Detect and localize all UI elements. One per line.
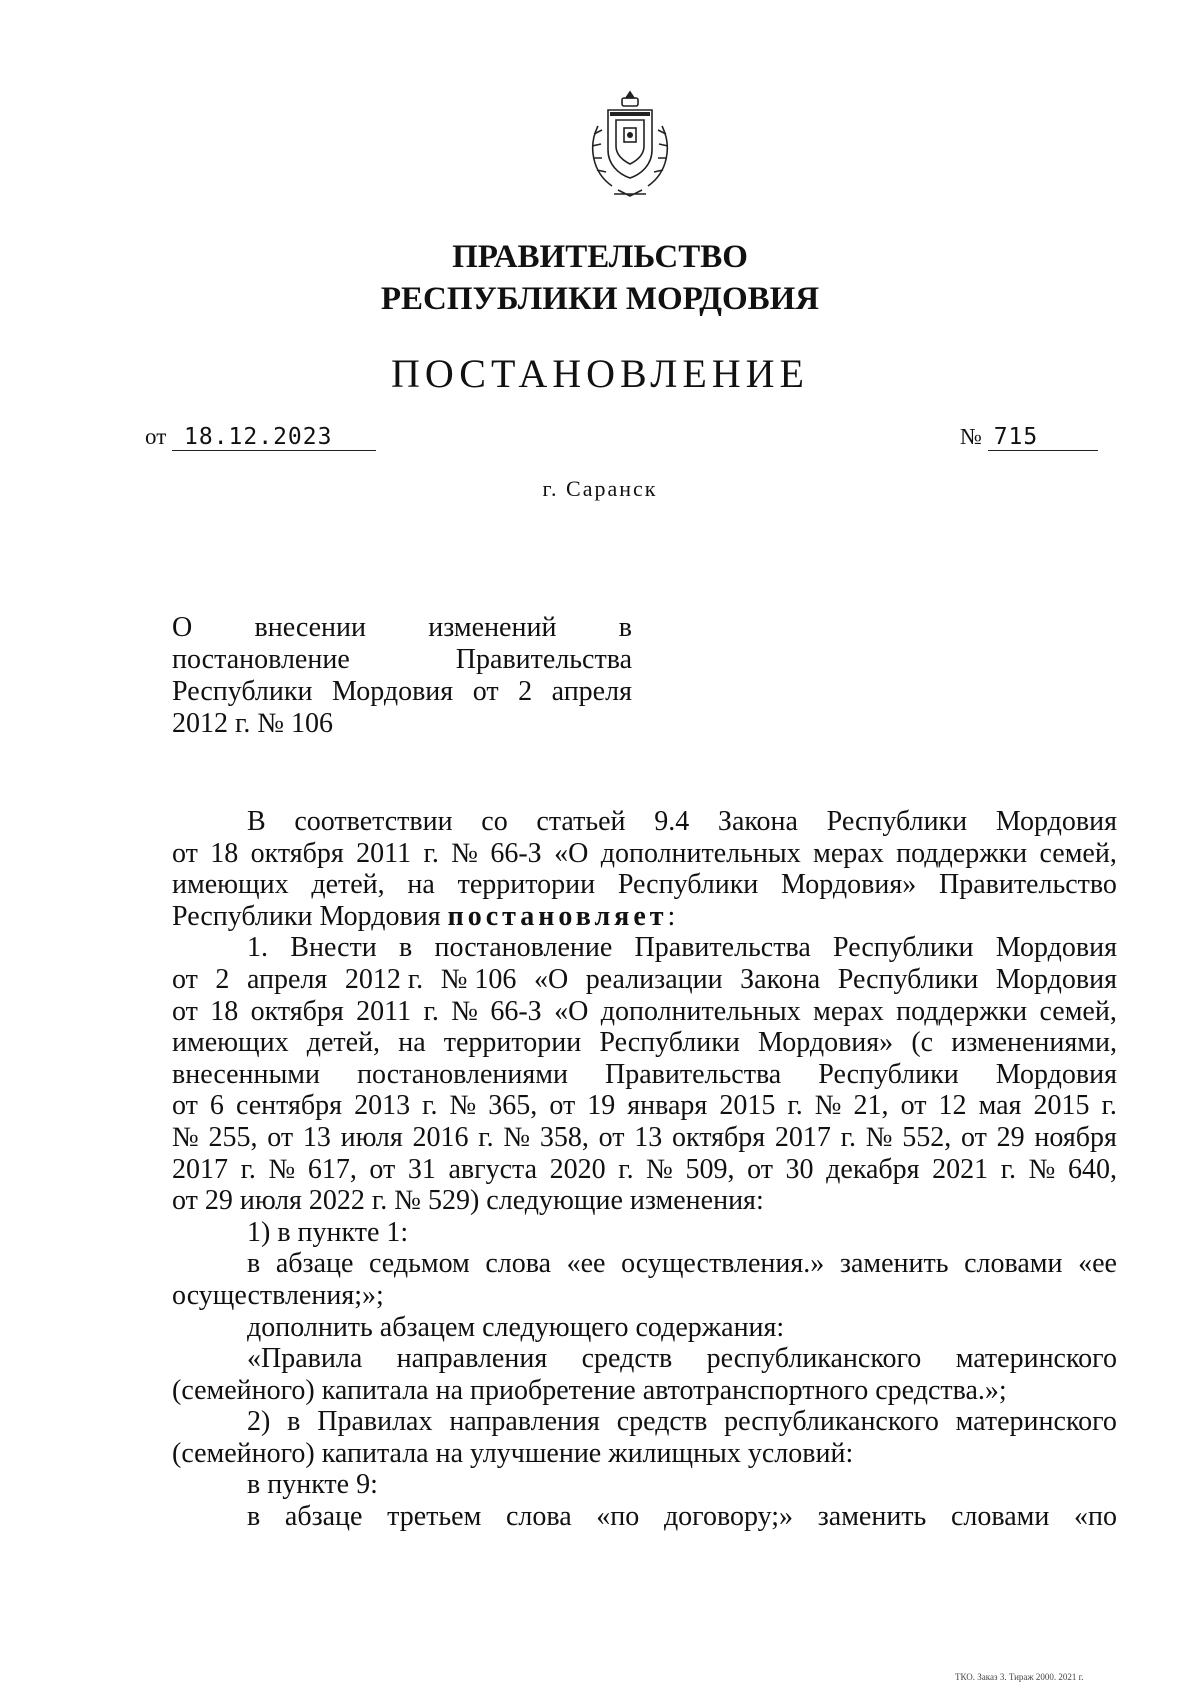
word: Мордовия» — [758, 1027, 894, 1059]
word: 2016 — [412, 1121, 469, 1153]
word: от — [900, 1090, 927, 1122]
word: апреля — [551, 676, 632, 707]
word: 2012 г. — [344, 963, 424, 995]
body-line — [172, 806, 1117, 838]
word: на — [398, 1027, 426, 1059]
decree-word: постановляет — [447, 900, 668, 932]
word: г. — [787, 1090, 803, 1122]
word: мерах — [813, 995, 884, 1027]
word: января — [627, 1090, 708, 1122]
word: 552, — [902, 1121, 952, 1153]
word: № — [503, 1121, 531, 1153]
word: на — [407, 869, 435, 901]
org-line-2: РЕСПУБЛИКИ МОРДОВИЯ — [380, 281, 820, 317]
word: Правительства — [634, 932, 811, 964]
word: статьей — [536, 806, 626, 837]
org-line-1: ПРАВИТЕЛЬСТВО — [452, 239, 748, 275]
word: 2017 — [774, 1121, 831, 1153]
body-line — [172, 996, 1117, 1028]
word: Внести — [290, 932, 377, 964]
word: г. — [422, 1090, 438, 1122]
word: 1. — [247, 932, 268, 964]
word: семей, — [1039, 995, 1117, 1027]
word: В — [247, 806, 266, 837]
word: 2 — [518, 676, 533, 707]
word: абзаце — [275, 1248, 354, 1280]
word: 617, — [307, 1153, 357, 1185]
word: средств — [616, 1406, 708, 1438]
word: Закона — [740, 963, 821, 995]
body-line — [172, 1059, 1117, 1091]
word: 30 — [785, 1153, 814, 1185]
word: Правилах — [317, 1406, 433, 1438]
word: 31 — [407, 1153, 436, 1185]
word: внесении — [254, 612, 366, 643]
word: республиканского — [724, 1406, 939, 1438]
body-line — [172, 1027, 1117, 1059]
body-line: 1) в пункте 1: — [247, 1216, 409, 1248]
word: 19 — [587, 1090, 616, 1122]
word: 2011 — [356, 995, 412, 1027]
word: «по — [1074, 1501, 1117, 1533]
word: августа — [448, 1153, 538, 1185]
body-line — [172, 1090, 1117, 1122]
word: № 106 — [440, 963, 517, 995]
word: 18 — [210, 837, 239, 869]
word: в — [247, 1248, 261, 1280]
word: направления — [396, 1343, 548, 1375]
body-line — [172, 1343, 1117, 1375]
body-text: : — [667, 900, 676, 932]
word: № — [268, 1153, 296, 1185]
word: Мордовия» — [781, 869, 917, 901]
word: дополнительных — [600, 995, 801, 1027]
word: «О — [554, 837, 589, 869]
subject-line — [172, 644, 632, 676]
word: заменить — [817, 1501, 927, 1533]
word: 358, — [539, 1121, 589, 1153]
document-number: 715 — [988, 424, 1098, 451]
word: территории — [457, 869, 596, 901]
word: Республики — [599, 1027, 740, 1059]
word: № — [814, 1090, 842, 1122]
body-text: Республики Мордовия — [172, 900, 448, 932]
document-type: ПОСТАНОВЛЕНИЕ — [391, 351, 809, 396]
word: 18 — [210, 995, 239, 1027]
word: «О — [533, 963, 569, 995]
word: 2) — [247, 1406, 271, 1438]
word: мая — [978, 1090, 1022, 1122]
word: 6 — [209, 1090, 224, 1122]
organization-name — [0, 236, 1200, 320]
word: Республики — [818, 1058, 959, 1090]
word: седьмом — [369, 1248, 470, 1280]
word: Мордовия — [995, 932, 1117, 964]
word: от — [598, 1121, 625, 1153]
word: г. — [423, 995, 439, 1027]
word: 66-З — [490, 995, 542, 1027]
subject-line: 2012 г. № 106 — [172, 708, 334, 739]
word: от — [549, 1090, 576, 1122]
subject-line — [172, 676, 632, 708]
word: Мордовия — [995, 806, 1117, 837]
body-line: (семейного) капитала на улучшение жилищных условий: — [172, 1437, 854, 1469]
word: 255, — [208, 1121, 258, 1153]
word: средств — [581, 1343, 673, 1375]
word: соответствии — [294, 806, 453, 837]
word: слова — [485, 1248, 552, 1280]
word: Правительство — [938, 869, 1117, 901]
word: в — [618, 612, 632, 643]
word: материнского — [955, 1406, 1117, 1438]
word: г. — [478, 1121, 494, 1153]
word: Республики — [172, 676, 313, 707]
word: № — [449, 1090, 477, 1122]
word: от — [960, 1121, 987, 1153]
word: поддержки — [896, 995, 1028, 1027]
word: постановлениями — [357, 1058, 568, 1090]
word: договору;» — [663, 1501, 794, 1533]
word: абзаце — [284, 1501, 363, 1533]
word: семей, — [1039, 837, 1117, 869]
word: постановление — [434, 932, 613, 964]
body-line — [172, 901, 1117, 933]
word: 29 — [996, 1121, 1025, 1153]
word: от — [472, 676, 499, 707]
word: имеющих — [172, 1027, 289, 1059]
word: Республики — [833, 932, 974, 964]
date-line — [145, 424, 376, 451]
word: 66-З — [490, 837, 542, 869]
word: от — [172, 995, 198, 1027]
word: 640, — [1067, 1153, 1117, 1185]
word: мерах — [813, 837, 884, 869]
word: со — [481, 806, 508, 837]
word: 2017 — [172, 1153, 228, 1185]
word: от — [172, 1090, 198, 1122]
word: 21, — [853, 1090, 889, 1122]
word: от — [172, 963, 198, 995]
number-line — [960, 424, 1098, 451]
word: направления — [449, 1406, 600, 1438]
word: республиканского — [706, 1343, 922, 1375]
city: г. Саранск — [542, 476, 658, 501]
word: внесенными — [172, 1058, 321, 1090]
word: заменить — [839, 1248, 949, 1280]
word: территории — [443, 1027, 582, 1059]
word: г. — [240, 1153, 256, 1185]
word: слова — [505, 1501, 572, 1533]
document-body — [172, 806, 1117, 1533]
word: постановление — [172, 644, 350, 675]
word: октября — [250, 995, 344, 1027]
word: 2013 — [354, 1090, 411, 1122]
word: осуществления.» — [621, 1248, 825, 1280]
word: реализации — [585, 963, 723, 995]
date-prefix: от — [145, 424, 167, 449]
word: Правительства — [455, 644, 632, 675]
word: от — [267, 1121, 294, 1153]
word: «Правила — [247, 1343, 363, 1375]
word: сентября — [235, 1090, 343, 1122]
word: октября — [250, 837, 344, 869]
word: «О — [554, 995, 589, 1027]
subject-line — [172, 612, 632, 644]
body-line: дополнить абзацем следующего содержания: — [247, 1311, 785, 1343]
body-line — [172, 1501, 1117, 1533]
word: третьем — [387, 1501, 482, 1533]
word: 509, — [685, 1153, 735, 1185]
word: в — [399, 932, 413, 964]
body-line: (семейного) капитала на приобретение автотранспортного средства.»; — [172, 1374, 1007, 1406]
word: (с — [911, 1027, 934, 1059]
word: Мордовия — [332, 676, 454, 707]
body-line: от 29 июля 2022 г. № 529) следующие изменения: — [172, 1185, 764, 1217]
word: имеющих — [172, 869, 289, 901]
word: О — [172, 612, 193, 643]
word: Правительства — [605, 1058, 782, 1090]
word: материнского — [955, 1343, 1117, 1375]
word: словами — [964, 1248, 1063, 1280]
body-line — [172, 838, 1117, 870]
word: июля — [340, 1121, 403, 1153]
word: № — [451, 995, 478, 1027]
body-line — [172, 1154, 1117, 1186]
body-line — [172, 1248, 1117, 1280]
word: изменений — [428, 612, 557, 643]
word: Республики — [826, 806, 968, 837]
word: г. — [840, 1121, 856, 1153]
body-line — [172, 1406, 1117, 1438]
word: № — [172, 1121, 199, 1153]
word: 9.4 — [654, 806, 690, 837]
print-imprint: ТКО. Заказ 3. Тираж 2000. 2021 г. — [955, 1672, 1084, 1682]
word: «ее — [566, 1248, 606, 1280]
word: Республики — [837, 963, 979, 995]
word: № — [451, 837, 478, 869]
word: 2 — [215, 963, 230, 995]
word: от — [172, 837, 198, 869]
word: «ее — [1078, 1248, 1117, 1280]
word: в — [287, 1406, 301, 1438]
word: декабря — [826, 1153, 920, 1185]
word: № — [1028, 1153, 1056, 1185]
word: 2015 — [719, 1090, 776, 1122]
body-line — [172, 869, 1117, 901]
word: г. — [1000, 1153, 1017, 1185]
word: 2015 — [1033, 1090, 1090, 1122]
word: 2021 — [932, 1153, 989, 1185]
document-subject — [172, 612, 632, 740]
body-line — [172, 1122, 1117, 1154]
word: 13 — [302, 1121, 331, 1153]
word: дополнительных — [600, 837, 801, 869]
word: словами — [950, 1501, 1050, 1533]
word: «по — [596, 1501, 640, 1533]
word: от — [747, 1153, 773, 1185]
word: детей, — [311, 869, 385, 901]
word: 365, — [488, 1090, 538, 1122]
word: г. — [423, 837, 439, 869]
word: Мордовия — [995, 1058, 1117, 1090]
word: октября — [672, 1121, 766, 1153]
body-line — [172, 932, 1117, 964]
body-line: в пункте 9: — [247, 1469, 378, 1501]
word: г. — [1101, 1090, 1117, 1122]
word: поддержки — [896, 837, 1028, 869]
word: 12 — [938, 1090, 967, 1122]
word: от — [369, 1153, 396, 1185]
word: № — [646, 1153, 673, 1185]
word: 2020 — [549, 1153, 606, 1185]
word: Мордовия — [995, 963, 1117, 995]
document-date: 18.12.2023 — [172, 424, 376, 451]
word: детей, — [306, 1027, 381, 1059]
word: Закона — [717, 806, 798, 837]
word: г. — [618, 1153, 634, 1185]
word: 2011 — [356, 837, 412, 869]
word: в — [247, 1501, 261, 1533]
word: изменениями, — [951, 1027, 1117, 1059]
word: 13 — [634, 1121, 663, 1153]
word: ноября — [1034, 1121, 1117, 1153]
number-prefix: № — [960, 424, 982, 449]
word: апреля — [246, 963, 328, 995]
body-line — [172, 964, 1117, 996]
body-line: осуществления;»; — [172, 1279, 384, 1311]
word: Республики — [617, 869, 759, 901]
coat-of-arms-emblem — [578, 86, 682, 200]
word: № — [865, 1121, 893, 1153]
